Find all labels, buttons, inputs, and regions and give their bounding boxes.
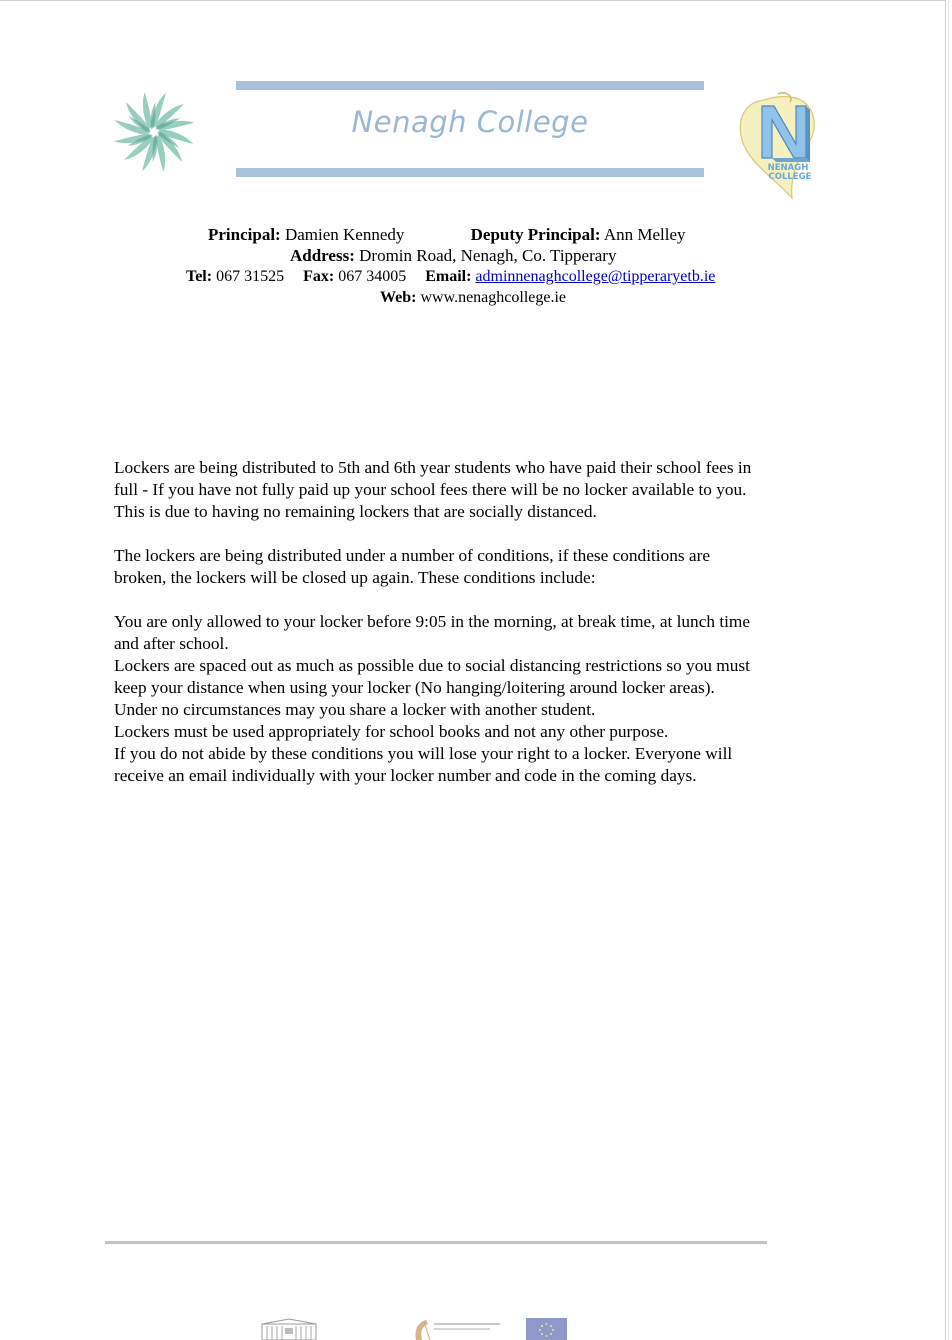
college-crest-icon bbox=[734, 92, 834, 202]
tel-value: 067 31525 bbox=[216, 268, 285, 285]
text-line: If you do not abide by these conditions you will lose your right to a locker. Everyone will bbox=[114, 744, 733, 763]
deputy-label: Deputy Principal: bbox=[470, 225, 601, 244]
web-value: www.nenaghcollege.ie bbox=[420, 289, 567, 306]
text-line: This is due to having no remaining lockers that are socially distanced. bbox=[114, 502, 597, 521]
principal-label: Principal: bbox=[208, 225, 281, 244]
notice-body bbox=[114, 457, 830, 787]
phone-email-line bbox=[186, 266, 715, 287]
title-banner bbox=[236, 81, 704, 177]
crest-text-line1: NENAGH bbox=[767, 163, 809, 173]
text-line: receive an email individually with your locker number and code in the coming days. bbox=[114, 766, 697, 785]
email-label: Email: bbox=[425, 268, 472, 285]
text-line: Under no circumstances may you share a locker with another student. bbox=[114, 700, 596, 719]
paragraph-conditions-list bbox=[114, 611, 830, 787]
school-title: Nenagh College bbox=[351, 105, 589, 139]
fax-label: Fax: bbox=[303, 268, 335, 285]
text-line: broken, the lockers will be closed up again. These conditions include: bbox=[114, 568, 596, 587]
deputy-name: Ann Melley bbox=[603, 225, 686, 244]
swirl-logo-icon bbox=[114, 92, 194, 172]
title-bar-top bbox=[236, 81, 704, 90]
text-line: You are only allowed to your locker before 9:05 in the morning, at break time, at lunch time bbox=[114, 612, 751, 631]
harp-funding-logo-icon bbox=[412, 1318, 504, 1340]
text-line: and after school. bbox=[114, 634, 229, 653]
page-right-shadow bbox=[948, 0, 949, 1340]
address-label: Address: bbox=[290, 246, 355, 265]
text-line: Lockers must be used appropriately for school books and not any other purpose. bbox=[114, 722, 669, 741]
text-line: full - If you have not fully paid up your school fees there will be no locker available to you. bbox=[114, 480, 747, 499]
paragraph-conditions-intro bbox=[114, 545, 830, 589]
text-line: The lockers are being distributed under a number of conditions, if these conditions are bbox=[114, 546, 711, 565]
government-building-logo-icon bbox=[261, 1318, 317, 1340]
eu-flag-logo-icon bbox=[526, 1318, 567, 1340]
email-link[interactable]: adminnenaghcollege@tipperaryetb.ie bbox=[475, 268, 716, 285]
page-top-border bbox=[0, 0, 946, 1]
fax-value: 067 34005 bbox=[338, 268, 407, 285]
principals-line bbox=[208, 224, 686, 245]
address-value: Dromin Road, Nenagh, Co. Tipperary bbox=[359, 246, 617, 265]
crest-text-line2: COLLEGE bbox=[768, 172, 812, 182]
page-right-border bbox=[945, 0, 946, 1340]
text-line: Lockers are being distributed to 5th and 6th year students who have paid their school fees in bbox=[114, 458, 752, 477]
paragraph-fees bbox=[114, 457, 830, 523]
text-line: Lockers are spaced out as much as possible due to social distancing restrictions so you must bbox=[114, 656, 750, 675]
web-line bbox=[380, 287, 566, 308]
principal-name: Damien Kennedy bbox=[284, 225, 405, 244]
footer-divider bbox=[105, 1241, 767, 1244]
title-bar-bottom bbox=[236, 168, 704, 177]
address-line bbox=[290, 245, 616, 266]
text-line: keep your distance when using your locker (No hanging/loitering around locker areas). bbox=[114, 678, 715, 697]
web-label: Web: bbox=[380, 289, 417, 306]
tel-label: Tel: bbox=[186, 268, 213, 285]
